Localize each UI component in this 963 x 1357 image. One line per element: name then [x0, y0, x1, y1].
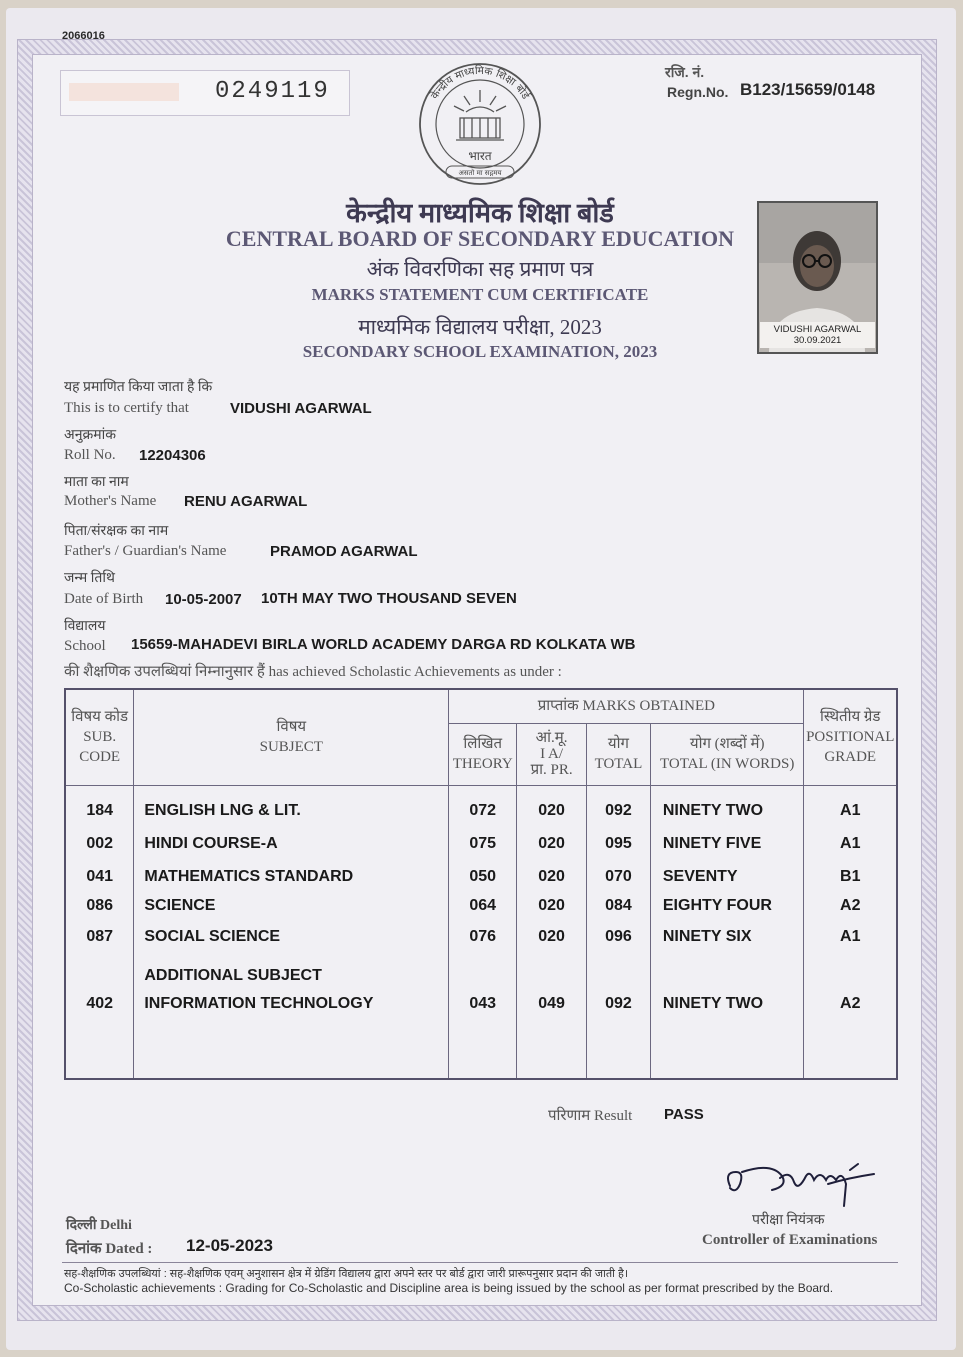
photo-name: VIDUSHI AGARWAL: [773, 324, 862, 335]
cell-grade: A1: [804, 915, 897, 946]
cell-ia: 020: [517, 820, 587, 853]
cell-ia: 049: [517, 985, 587, 1013]
mother-label: Mother's Name: [64, 493, 157, 509]
father-label: Father's / Guardian's Name: [64, 543, 227, 559]
cell-total: 070: [586, 853, 650, 886]
cell-subject: SCIENCE: [134, 886, 449, 916]
cell-ia: 020: [517, 794, 587, 820]
issue-date: 12-05-2023: [186, 1236, 273, 1255]
cell-theory: 050: [449, 853, 517, 886]
col-header-words: योग (शब्दों में) TOTAL (IN WORDS): [650, 723, 804, 785]
dob-number: 10-05-2007: [165, 591, 242, 608]
table-row: [65, 853, 897, 886]
cell-code: 002: [65, 820, 134, 853]
serial-number: 2066016: [62, 30, 105, 42]
cell-words: NINETY FIVE: [650, 820, 804, 853]
controller-english: Controller of Examinations: [702, 1232, 878, 1248]
dob-label: Date of Birth: [64, 591, 144, 607]
photo-date: 30.09.2021: [793, 335, 842, 346]
col-header-marks-obtained: प्राप्तांक MARKS OBTAINED: [449, 689, 804, 723]
cell-subject: MATHEMATICS STANDARD: [134, 853, 449, 886]
cell-subject: INFORMATION TECHNOLOGY: [134, 985, 449, 1013]
cell-ia: 020: [517, 915, 587, 946]
cell-code: 086: [65, 886, 134, 916]
school-label-hindi: विद्यालय: [64, 619, 106, 634]
cell-subject: HINDI COURSE-A: [134, 820, 449, 853]
cell-total: 092: [586, 985, 650, 1013]
seal-text: केन्द्रीय माध्यमिक शिक्षा बोर्ड: [428, 64, 532, 102]
cell-words: SEVENTY: [650, 853, 804, 886]
cell-theory: 064: [449, 886, 517, 916]
spacer-row: [65, 785, 897, 794]
cell-subject: ENGLISH LNG & LIT.: [134, 794, 449, 820]
title-board-hindi: केन्द्रीय माध्यमिक शिक्षा बोर्ड: [346, 198, 614, 228]
roll-number: 12204306: [139, 447, 206, 464]
cell-code: 041: [65, 853, 134, 886]
col-header-total: योग TOTAL: [586, 723, 650, 785]
cell-grade: A1: [804, 794, 897, 820]
table-row: [65, 820, 897, 853]
dob-words: 10TH MAY TWO THOUSAND SEVEN: [261, 590, 517, 607]
roll-label: Roll No.: [64, 447, 116, 463]
cell-total: 084: [586, 886, 650, 916]
regn-label: Regn.No.: [667, 84, 729, 100]
title-exam-english: SECONDARY SCHOOL EXAMINATION, 2023: [302, 342, 658, 361]
cell-words: NINETY TWO: [650, 794, 804, 820]
cell-grade: A2: [804, 985, 897, 1013]
col-header-ia: आं.मू. I A/ प्रा. PR.: [517, 723, 587, 785]
cell-grade: A2: [804, 886, 897, 916]
additional-subject-label: ADDITIONAL SUBJECT: [134, 946, 449, 985]
cell-subject: SOCIAL SCIENCE: [134, 915, 449, 946]
cell-grade: B1: [804, 853, 897, 886]
mother-name: RENU AGARWAL: [184, 493, 308, 510]
father-label-hindi: पिता/संरक्षक का नाम: [64, 524, 169, 539]
cell-ia: 020: [517, 886, 587, 916]
cell-code: 184: [65, 794, 134, 820]
cell-ia: 020: [517, 853, 587, 886]
col-header-code: विषय कोड SUB. CODE: [65, 689, 134, 785]
cell-total: 096: [586, 915, 650, 946]
cell-theory: 072: [449, 794, 517, 820]
title-cert-english: MARKS STATEMENT CUM CERTIFICATE: [311, 285, 649, 304]
col-header-grade: स्थितीय ग्रेड POSITIONAL GRADE: [804, 689, 897, 785]
title-cert-hindi: अंक विवरणिका सह प्रमाण पत्र: [366, 257, 594, 281]
place: दिल्ली Delhi: [66, 1218, 132, 1233]
title-board-english: CENTRAL BOARD OF SECONDARY EDUCATION: [225, 226, 735, 251]
controller-signature: [700, 1150, 900, 1210]
cbse-seal-icon: [416, 60, 544, 188]
cell-code: 087: [65, 915, 134, 946]
achievement-line: [64, 661, 562, 681]
dated-label: दिनांक Dated :: [66, 1241, 153, 1257]
cell-total: 095: [586, 820, 650, 853]
result-value: PASS: [664, 1106, 704, 1123]
cell-theory: 043: [449, 985, 517, 1013]
cell-words: EIGHTY FOUR: [650, 886, 804, 916]
cell-theory: 076: [449, 915, 517, 946]
certify-label-hindi: यह प्रमाणित किया जाता है कि: [64, 380, 213, 395]
spacer-row: [65, 1013, 897, 1079]
certify-label: This is to certify that: [64, 400, 189, 416]
certificate-number: 0249119: [215, 78, 330, 105]
roll-label-hindi: अनुक्रमांक: [64, 428, 116, 443]
school-name: 15659-MAHADEVI BIRLA WORLD ACADEMY DARGA RD KOLKATA WB: [131, 636, 636, 653]
marks-body: [65, 785, 897, 1079]
table-row: [65, 915, 897, 946]
school-label: School: [64, 638, 106, 654]
cell-code: 402: [65, 985, 134, 1013]
footer-divider: [62, 1262, 898, 1263]
mother-label-hindi: माता का नाम: [64, 475, 129, 490]
marks-table: [64, 688, 898, 1080]
cell-words: NINETY TWO: [650, 985, 804, 1013]
footnote-hindi: सह-शैक्षणिक उपलब्धियां : सह-शैक्षणिक एवम् अनुशासन क्षेत्र में ग्रेडिंग विद्यालय द्वारा अपने स्तर पर बोर्ड द्वारा जारी प्रारूपनुसार प्रदान की जाती है।: [64, 1268, 629, 1280]
achievement-english: has achieved Scholastic Achievements as under :: [268, 664, 562, 680]
table-row: [65, 985, 897, 1013]
footnote-english: Co-Scholastic achievements : Grading for Co-Scholastic and Discipline area is being issued by the school as per format prescribed by the Board.: [64, 1281, 834, 1295]
photo-caption: [760, 322, 875, 348]
dob-label-hindi: जन्म तिथि: [64, 571, 115, 586]
result-label: परिणाम Result: [548, 1108, 633, 1124]
regn-label-hindi: रजि. नं.: [665, 64, 705, 80]
achievement-hindi: की शैक्षणिक उपलब्धियां निम्नानुसार हैं: [64, 664, 265, 680]
candidate-name: VIDUSHI AGARWAL: [230, 400, 372, 417]
col-header-subject: विषय SUBJECT: [134, 689, 449, 785]
seal-bharat: भारत: [468, 149, 492, 163]
father-name: PRAMOD AGARWAL: [270, 543, 418, 560]
cell-theory: 075: [449, 820, 517, 853]
cell-total: 092: [586, 794, 650, 820]
title-exam-hindi: माध्यमिक विद्यालय परीक्षा, 2023: [358, 315, 602, 339]
cell-grade: A1: [804, 820, 897, 853]
col-header-theory: लिखित THEORY: [449, 723, 517, 785]
regn-number: B123/15659/0148: [740, 80, 876, 99]
additional-label-row: [65, 946, 897, 985]
table-row: [65, 886, 897, 916]
cell-words: NINETY SIX: [650, 915, 804, 946]
controller-hindi: परीक्षा नियंत्रक: [752, 1213, 825, 1228]
table-row: [65, 794, 897, 820]
seal-motto: असतो मा सद्गमय: [458, 169, 502, 177]
